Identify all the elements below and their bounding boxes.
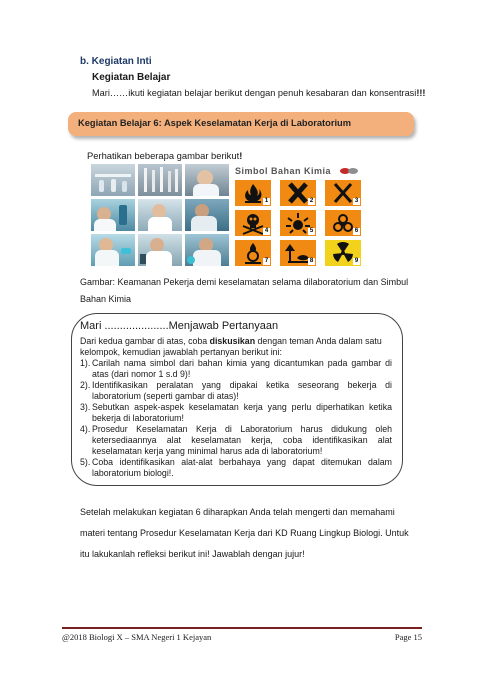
questions-intro: Dari kedua gambar di atas, coba diskusikan dengan teman Anda dalam satu kelompok, kemudian jawablah pertanyan berikut ini: — [80, 336, 382, 357]
activity-banner — [68, 112, 414, 136]
section-title: b. Kegiatan Inti — [80, 56, 152, 67]
hazard-symbol — [325, 240, 361, 266]
footer-copyright: @2018 Biologi X – SMA Negeri 1 Kejayan — [62, 632, 212, 642]
questions-body — [80, 336, 392, 479]
symbol-number: 5 — [309, 228, 314, 234]
footer-rule — [62, 627, 422, 629]
intro-text: Mari……ikuti kegiatan belajar berikut dengan penuh kesabaran dan konsentrasi!!! — [92, 88, 426, 98]
symbol-number: 1 — [264, 198, 269, 204]
question-item: 5). Coba identifikasikan alat-alat berbahaya yang dapat ditemukan dalam laboratorium biologi!. — [80, 457, 392, 478]
question-item: 1). Carilah nama simbol dari bahan kimia yang dicantumkan pada gambar di atas (dari nomor 1 s.d 9)! — [80, 358, 392, 379]
hazard-symbol — [235, 240, 271, 266]
figure-caption: Gambar: Keamanan Pekerja demi keselamatan selama dilaboratorium dan Simbul Bahan Kimia — [80, 277, 409, 304]
symbol-number: 9 — [354, 258, 359, 264]
lab-photo — [138, 199, 182, 231]
lab-photo-collage — [91, 164, 229, 268]
questions-list — [80, 358, 392, 479]
instruction-text: Perhatikan beberapa gambar berikut! — [87, 150, 243, 161]
hazard-symbol — [235, 210, 271, 236]
hazard-symbol — [280, 180, 316, 206]
hazard-symbol — [325, 180, 361, 206]
symbol-number: 6 — [354, 228, 359, 234]
hazard-symbol — [280, 240, 316, 266]
page-number: Page 15 — [394, 632, 422, 642]
activity-title: Kegiatan Belajar 6: Aspek Keselamatan Kerja di Laboratorium — [78, 118, 351, 128]
hazard-symbol — [235, 180, 271, 206]
symbol-number: 3 — [354, 198, 359, 204]
symbols-heading: Simbol Bahan Kimia — [235, 166, 332, 176]
lab-photo — [185, 234, 229, 266]
question-item: 4). Prosedur Keselamatan Kerja di Laboratorium harus didukung oleh ketersediaannya alat keselamatan kerja, coba identifikasikan alat keselamatan kerja yang minimal harus ada di laboratorium! — [80, 424, 392, 456]
lab-photo — [91, 199, 135, 231]
lab-photo — [185, 199, 229, 231]
lab-photo — [91, 234, 135, 266]
symbol-number: 4 — [264, 228, 269, 234]
chemical-symbols-panel — [235, 166, 361, 268]
lab-photo — [138, 164, 182, 196]
questions-heading: Mari .....................Menjawab Pertanyaan — [80, 320, 279, 332]
question-item: 3). Sebutkan aspek-aspek keselamatan kerja yang perlu diperhatikan ketika bekerja di laboratorium! — [80, 402, 392, 423]
hazard-symbol — [280, 210, 316, 236]
lab-photo — [185, 164, 229, 196]
lab-photo — [138, 234, 182, 266]
lab-photo — [91, 164, 135, 196]
symbol-number: 8 — [309, 258, 314, 264]
symbol-number: 7 — [264, 258, 269, 264]
symbol-number: 2 — [309, 198, 314, 204]
hazard-symbol — [325, 210, 361, 236]
question-item: 2). Identifikasikan peralatan yang dipakai ketika seseorang bekerja di laboratorium (seperti gambar di atas)! — [80, 380, 392, 401]
subsection-title: Kegiatan Belajar — [92, 72, 171, 83]
publisher-logo-icon — [339, 167, 359, 175]
reflection-paragraph: Setelah melakukan kegiatan 6 diharapkan Anda telah mengerti dan memahami materi tentang Prosedur Keselamatan Kerja dari KD Ruang Lingkup Biologi. Untuk itu lakukanlah refleksi berikut ini! Jawablah dengan jujur! — [80, 507, 409, 559]
